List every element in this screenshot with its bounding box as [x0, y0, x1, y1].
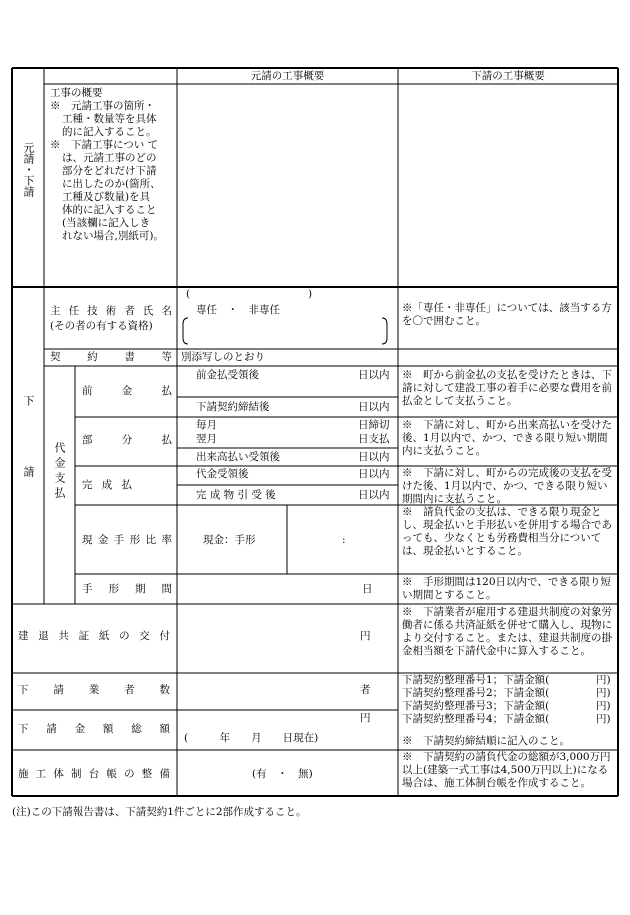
completion-row-text: 完 成 物 引 受 後 — [196, 489, 276, 501]
work-overview-line: (当該欄に記入しき — [62, 217, 151, 229]
partial-row-unit: 日支払 — [358, 433, 390, 445]
advance-row-text: 前金払受領後 — [196, 369, 259, 381]
chief-engineer-label: 主任技術者氏名 — [50, 305, 172, 317]
cash-bill-ratio-note: ※ 請負代金の支払は、できる限り現金とし、現金払いと手形払いを併用する場合であっても、少なくとも労務費相当分については、現金払いとすること。 — [402, 506, 612, 557]
dedicated-note: ※「専任・非専任」については、該当する方を〇で囲むこと。 — [402, 302, 612, 327]
bill-period-label: 手形期間 — [82, 583, 172, 595]
partial-row-text: 出来高払い受領後 — [196, 451, 280, 463]
contract-number-item: 下請契約整理番号4；下請金額( — [402, 713, 550, 725]
cash-bill-ratio-value[interactable]: 現金：手形 — [203, 534, 256, 546]
header-main-label: 元請の工事概要 — [250, 70, 325, 82]
completion-note: ※ 下請に対し、町からの完成後の支払を受けた後、1月以内で、かつ、できる限り短い期間内に支払うこと。 — [402, 467, 612, 505]
advance-note: ※ 町から前金払の支払を受けたときは、下請に対して建設工事の着手に必要な費用を前払金として支払うこと。 — [402, 369, 612, 407]
bill-period-note: ※ 手形期間は120日以内で、できる限り短い期間とすること。 — [402, 576, 611, 601]
contract-number-item: 下請契約整理番号3；下請金額( — [402, 700, 550, 712]
partial-row-unit: 日以内 — [358, 451, 390, 463]
dedicated-choice[interactable]: 専任 ・ 非専任 — [196, 304, 280, 316]
contract-number-item-unit: 円) — [596, 700, 611, 712]
work-overview-line: 的に記入すること。 — [62, 126, 157, 138]
contract-docs-label: 契約書等 — [50, 351, 172, 363]
advance-row-unit: 日以内 — [358, 401, 390, 413]
advance-payment-label: 前金払 — [82, 385, 172, 397]
work-overview-line: 体的に記入すること — [62, 204, 157, 216]
header-sub-label: 下請の工事概要 — [471, 70, 545, 82]
bill-period-unit: 日 — [362, 583, 373, 595]
subcontractor-count-label: 下請業者数 — [18, 684, 170, 696]
partial-row-text: 翌月 — [196, 433, 217, 445]
subcontract-total-label: 下請金額総額 — [18, 723, 170, 735]
footnote: (注)この下請報告書は、下請契約1件ごとに2部作成すること。 — [12, 806, 307, 818]
paren-close: ) — [308, 288, 313, 300]
work-overview-line: ※ 下請工事につい て — [50, 139, 159, 151]
advance-row-unit: 日以内 — [358, 369, 390, 381]
contract-number-item: 下請契約整理番号1；下請金額( — [402, 674, 550, 686]
section1-side-label: 元請・下請 — [22, 142, 35, 197]
partial-row-unit: 日締切 — [358, 419, 390, 431]
contract-number-item-unit: 円) — [596, 713, 611, 725]
ledger-note: ※ 下請契約の請負代金の総額が3,000万円以上(建築一式工事は4,500万円以上)になる場合は、施工体制台帳を作成すること。 — [402, 751, 611, 789]
completion-row-unit: 日以内 — [358, 468, 390, 480]
work-overview-line: れない場合,別紙可)。 — [62, 230, 164, 242]
qualification-bracket — [183, 318, 387, 344]
kentai-stamps-unit: 円 — [360, 630, 371, 642]
paren-open: ( — [186, 288, 191, 300]
section2-side-label: 下請 — [22, 395, 35, 537]
work-overview-line: 工事の概要 — [50, 87, 103, 99]
ledger-label: 施工体制台帳の整備 — [18, 768, 170, 780]
contract-number-item-unit: 円) — [596, 674, 611, 686]
contract-docs-value: 別添写しのとおり — [181, 351, 265, 363]
kentai-stamps-label: 建退共証紙の交付 — [18, 630, 170, 642]
work-overview-line: ※ 元請工事の箇所・ — [50, 100, 155, 112]
work-overview-line: に出したのか(箇所、 — [62, 178, 161, 190]
contract-number-note: ※ 下請契約締結順に記入のこと。 — [402, 735, 570, 747]
completion-row-text: 代金受領後 — [196, 468, 249, 480]
subcontract-total-unit: 円 — [360, 712, 371, 724]
payment-side-label: 代金支払 — [53, 442, 66, 502]
work-overview-line: 部分をどれだけ下請 — [62, 165, 157, 177]
completion-row-unit: 日以内 — [358, 489, 390, 501]
work-overview-line: 工種及び数量)を具 — [62, 191, 151, 203]
completion-payment-label: 完成払 — [82, 479, 132, 491]
main-work-overview-field[interactable] — [178, 85, 397, 286]
subcontractor-count-unit: 者 — [360, 684, 371, 696]
work-overview-line: 工種・数量等を具体 — [62, 113, 157, 125]
kentai-stamps-note: ※ 下請業者が雇用する建退共制度の対象労働者に係る共済証紙を併せて購入し、現物により交付すること。または、建退共制度の掛金相当額を下請代金中に算入すること。 — [402, 606, 612, 657]
ledger-choice[interactable]: (有 ・ 無) — [252, 768, 313, 780]
subcontract-total-date: ( 年 月 日現在) — [184, 732, 319, 744]
advance-row-text: 下請契約締結後 — [196, 401, 270, 413]
cash-bill-ratio-label: 現金手形比率 — [82, 534, 172, 546]
contract-number-item-unit: 円) — [596, 687, 611, 699]
cash-bill-ratio-colon: : — [342, 534, 346, 546]
qualification-label: (その者の有する資格) — [50, 320, 153, 332]
work-overview-line: は、元請工事のどの — [62, 152, 157, 164]
partial-row-text: 毎月 — [196, 419, 217, 431]
partial-note: ※ 下請に対し、町から出来高払いを受けた後、1月以内で、かつ、できる限り短い期間内に支払うこと。 — [402, 419, 612, 457]
partial-payment-label: 部分払 — [82, 434, 172, 446]
contract-number-item: 下請契約整理番号2；下請金額( — [402, 687, 550, 699]
sub-work-overview-field[interactable] — [399, 85, 617, 286]
